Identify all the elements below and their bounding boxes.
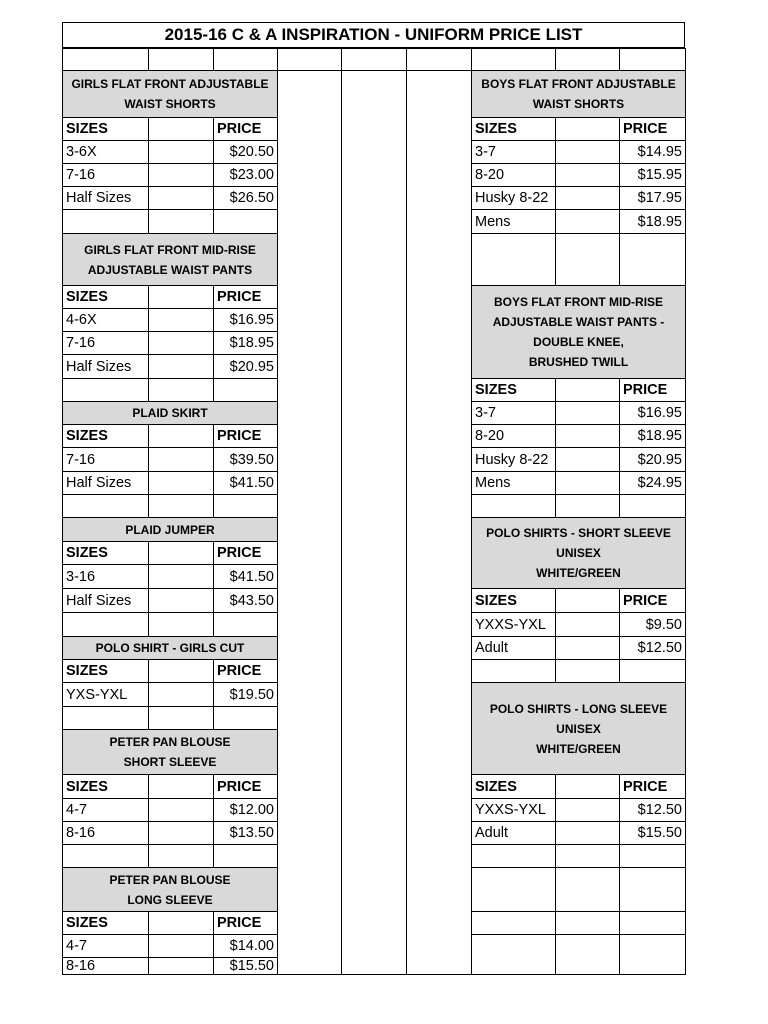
empty-cell	[148, 934, 214, 958]
size-cell: 4-6X	[62, 308, 149, 332]
empty-cell	[555, 447, 620, 472]
empty-cell	[213, 612, 278, 637]
size-cell: Husky 8-22	[471, 186, 556, 210]
section-heading-line: PETER PAN BLOUSE	[109, 735, 231, 749]
size-cell: 3-16	[62, 564, 149, 589]
section-heading-line: LONG SLEEVE	[127, 892, 213, 907]
section-heading	[471, 682, 686, 775]
price-cell: $14.95	[619, 140, 686, 164]
empty-cell	[555, 659, 620, 683]
section-heading-line: UNISEX	[556, 721, 601, 736]
price-cell: $15.50	[213, 957, 278, 975]
size-cell: Husky 8-22	[471, 447, 556, 472]
price-column-label: PRICE	[213, 285, 278, 309]
section-heading-line: ADJUSTABLE WAIST PANTS	[87, 262, 253, 277]
price-cell: $16.95	[213, 308, 278, 332]
empty-cell	[471, 494, 556, 518]
empty-cell	[148, 285, 214, 309]
section-heading-line: BOYS FLAT FRONT MID-RISE	[493, 295, 664, 309]
empty-cell	[213, 844, 278, 868]
empty-cell	[555, 117, 620, 141]
empty-cell	[555, 867, 620, 912]
empty-cell	[555, 798, 620, 822]
sizes-column-label: SIZES	[471, 588, 556, 613]
empty-cell	[619, 233, 686, 286]
price-cell: $26.50	[213, 186, 278, 210]
section-heading	[471, 517, 686, 589]
price-list-sheet	[63, 23, 686, 975]
empty-cell	[471, 233, 556, 286]
size-cell: 8-20	[471, 163, 556, 187]
section-heading-line: UNISEX	[556, 546, 601, 560]
sizes-column-label: SIZES	[62, 117, 149, 141]
empty-cell	[555, 844, 620, 868]
price-cell: $20.50	[213, 140, 278, 164]
price-cell: $18.95	[213, 331, 278, 355]
empty-cell	[148, 957, 214, 975]
empty-cell	[406, 48, 472, 71]
price-cell: $23.00	[213, 163, 278, 187]
size-cell: YXXS-YXL	[471, 798, 556, 822]
price-cell: $15.50	[619, 821, 686, 845]
empty-cell	[555, 774, 620, 799]
price-cell: $14.00	[213, 934, 278, 958]
empty-cell	[555, 401, 620, 425]
empty-cell	[619, 934, 686, 975]
empty-cell	[619, 494, 686, 518]
empty-cell	[471, 934, 556, 975]
section-heading	[62, 70, 278, 118]
empty-cell	[148, 140, 214, 164]
price-column-label: PRICE	[213, 541, 278, 565]
empty-cell	[148, 798, 214, 822]
empty-cell	[148, 911, 214, 935]
empty-cell	[148, 186, 214, 210]
price-column-label: PRICE	[213, 424, 278, 448]
empty-cell	[148, 163, 214, 187]
empty-cell	[213, 706, 278, 730]
section-heading-line: DOUBLE KNEE,	[533, 335, 624, 349]
section-heading-line: PLAID JUMPER	[125, 522, 215, 537]
section-heading	[62, 636, 278, 660]
empty-cell	[471, 48, 556, 71]
empty-cell	[62, 706, 149, 730]
price-cell: $20.95	[619, 447, 686, 472]
price-column-label: PRICE	[619, 588, 686, 613]
section-heading	[471, 70, 686, 118]
empty-cell	[619, 867, 686, 912]
price-cell: $20.95	[213, 354, 278, 379]
price-column-label: PRICE	[213, 911, 278, 935]
empty-cell	[148, 331, 214, 355]
price-column-label: PRICE	[619, 774, 686, 799]
size-cell: 4-7	[62, 934, 149, 958]
empty-cell	[148, 378, 214, 402]
empty-cell	[341, 48, 407, 71]
size-cell: Adult	[471, 636, 556, 660]
price-cell: $9.50	[619, 612, 686, 637]
price-column-label: PRICE	[213, 774, 278, 799]
section-heading-line: GIRLS FLAT FRONT ADJUSTABLE	[71, 77, 269, 91]
empty-cell	[148, 844, 214, 868]
empty-column	[341, 70, 407, 975]
section-heading-line: BOYS FLAT FRONT ADJUSTABLE	[481, 77, 676, 91]
size-cell: Half Sizes	[62, 186, 149, 210]
section-heading	[62, 517, 278, 542]
empty-cell	[213, 494, 278, 518]
section-heading-line: WAIST SHORTS	[532, 97, 625, 111]
size-cell: Mens	[471, 471, 556, 495]
section-heading	[62, 233, 278, 286]
price-cell: $15.95	[619, 163, 686, 187]
empty-cell	[555, 186, 620, 210]
empty-cell	[148, 659, 214, 683]
empty-cell	[555, 494, 620, 518]
section-heading-line: POLO SHIRT - GIRLS CUT	[95, 641, 245, 655]
price-cell: $19.50	[213, 682, 278, 707]
price-cell: $24.95	[619, 471, 686, 495]
empty-cell	[148, 117, 214, 141]
empty-cell	[555, 821, 620, 845]
empty-cell	[62, 209, 149, 234]
empty-cell	[555, 612, 620, 637]
empty-cell	[213, 48, 278, 71]
price-cell: $43.50	[213, 588, 278, 613]
price-cell: $16.95	[619, 401, 686, 425]
empty-cell	[619, 659, 686, 683]
empty-cell	[555, 378, 620, 402]
sizes-column-label: SIZES	[471, 378, 556, 402]
sizes-column-label: SIZES	[471, 117, 556, 141]
empty-cell	[213, 209, 278, 234]
empty-cell	[555, 140, 620, 164]
empty-cell	[148, 447, 214, 472]
empty-cell	[62, 378, 149, 402]
empty-cell	[555, 471, 620, 495]
empty-cell	[148, 588, 214, 613]
price-column-label: PRICE	[619, 378, 686, 402]
price-cell: $12.00	[213, 798, 278, 822]
empty-cell	[619, 911, 686, 935]
section-heading-line: POLO SHIRTS - SHORT SLEEVE	[486, 526, 671, 540]
sizes-column-label: SIZES	[62, 774, 149, 799]
empty-cell	[62, 48, 149, 71]
empty-cell	[148, 541, 214, 565]
page-title: 2015-16 C & A INSPIRATION - UNIFORM PRICE LIST	[62, 22, 685, 48]
price-cell: $41.50	[213, 564, 278, 589]
price-cell: $13.50	[213, 821, 278, 845]
price-cell: $12.50	[619, 636, 686, 660]
empty-column	[406, 70, 472, 975]
empty-cell	[555, 163, 620, 187]
empty-cell	[148, 774, 214, 799]
empty-cell	[148, 424, 214, 448]
size-cell: Half Sizes	[62, 471, 149, 495]
empty-cell	[62, 844, 149, 868]
size-cell: 8-16	[62, 821, 149, 845]
empty-cell	[277, 48, 342, 71]
empty-cell	[555, 233, 620, 286]
empty-cell	[471, 867, 556, 912]
size-cell: 3-7	[471, 140, 556, 164]
empty-cell	[148, 471, 214, 495]
empty-cell	[148, 564, 214, 589]
size-cell: 3-7	[471, 401, 556, 425]
size-cell: Half Sizes	[62, 354, 149, 379]
empty-cell	[148, 706, 214, 730]
empty-cell	[619, 844, 686, 868]
price-cell: $18.95	[619, 209, 686, 234]
size-cell: 3-6X	[62, 140, 149, 164]
price-cell: $12.50	[619, 798, 686, 822]
section-heading-line: PETER PAN BLOUSE	[109, 872, 231, 887]
sizes-column-label: SIZES	[62, 911, 149, 935]
section-heading	[471, 285, 686, 379]
sizes-column-label: SIZES	[62, 659, 149, 683]
price-column-label: PRICE	[213, 659, 278, 683]
size-cell: Half Sizes	[62, 588, 149, 613]
empty-cell	[148, 354, 214, 379]
empty-cell	[148, 308, 214, 332]
section-heading-line: GIRLS FLAT FRONT MID-RISE	[84, 242, 256, 257]
empty-cell	[555, 424, 620, 448]
empty-cell	[148, 821, 214, 845]
size-cell: Mens	[471, 209, 556, 234]
empty-cell	[62, 612, 149, 637]
price-cell: $17.95	[619, 186, 686, 210]
empty-cell	[148, 612, 214, 637]
empty-cell	[555, 911, 620, 935]
size-cell: 4-7	[62, 798, 149, 822]
size-cell: 7-16	[62, 163, 149, 187]
section-heading-line: WHITE/GREEN	[536, 741, 621, 756]
size-cell: YXS-YXL	[62, 682, 149, 707]
empty-cell	[148, 682, 214, 707]
section-heading	[62, 401, 278, 425]
sizes-column-label: SIZES	[62, 541, 149, 565]
empty-column	[277, 70, 342, 975]
section-heading	[62, 867, 278, 912]
empty-cell	[148, 209, 214, 234]
section-heading-line: ADJUSTABLE WAIST PANTS -	[492, 315, 665, 329]
empty-cell	[148, 494, 214, 518]
section-heading-line: BRUSHED TWILL	[528, 355, 629, 369]
section-heading-line: POLO SHIRTS - LONG SLEEVE	[489, 701, 668, 716]
price-cell: $41.50	[213, 471, 278, 495]
section-heading-line: PLAID SKIRT	[132, 406, 208, 420]
empty-cell	[555, 209, 620, 234]
empty-cell	[555, 48, 620, 71]
sizes-column-label: SIZES	[62, 424, 149, 448]
size-cell: 8-20	[471, 424, 556, 448]
price-cell: $18.95	[619, 424, 686, 448]
empty-cell	[555, 934, 620, 975]
price-cell: $39.50	[213, 447, 278, 472]
section-heading	[62, 729, 278, 775]
empty-cell	[619, 48, 686, 71]
size-cell: 7-16	[62, 447, 149, 472]
empty-cell	[213, 378, 278, 402]
empty-cell	[62, 494, 149, 518]
section-heading-line: WHITE/GREEN	[536, 566, 621, 580]
empty-cell	[471, 844, 556, 868]
price-column-label: PRICE	[619, 117, 686, 141]
sizes-column-label: SIZES	[62, 285, 149, 309]
price-column-label: PRICE	[213, 117, 278, 141]
empty-cell	[148, 48, 214, 71]
size-cell: 7-16	[62, 331, 149, 355]
empty-cell	[555, 636, 620, 660]
size-cell: 8-16	[62, 957, 149, 975]
section-heading-line: WAIST SHORTS	[124, 97, 216, 111]
empty-cell	[555, 588, 620, 613]
sizes-column-label: SIZES	[471, 774, 556, 799]
empty-cell	[471, 911, 556, 935]
size-cell: Adult	[471, 821, 556, 845]
section-heading-line: SHORT SLEEVE	[123, 755, 217, 769]
empty-cell	[471, 659, 556, 683]
size-cell: YXXS-YXL	[471, 612, 556, 637]
